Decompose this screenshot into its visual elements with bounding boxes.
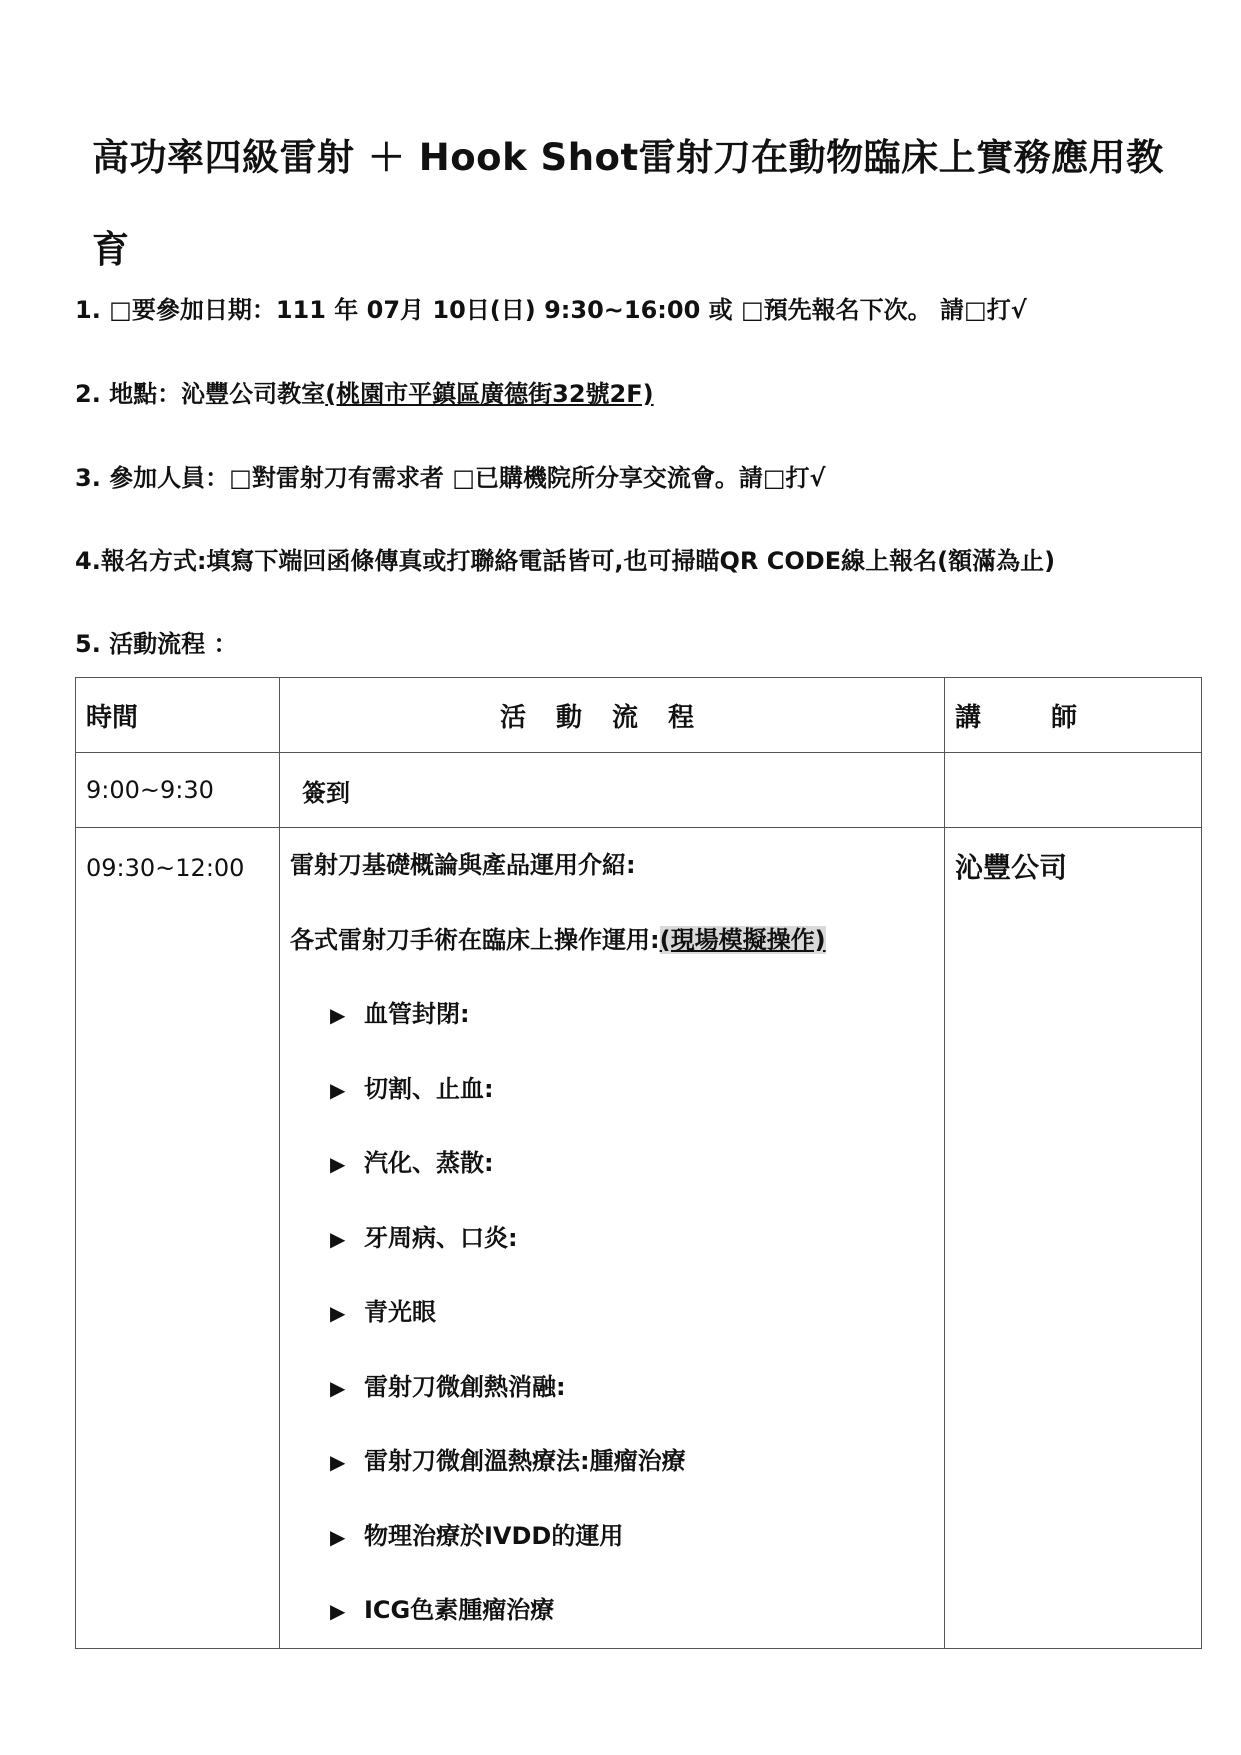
location-label: 2. 地點：沁豐公司教室 [75, 380, 326, 408]
table-header-row [76, 678, 1202, 753]
list-item-label: 雷射刀微創溫熱療法:腫瘤治療 [364, 1447, 686, 1475]
list-item [290, 1201, 934, 1276]
list-item [290, 1499, 934, 1574]
list-item-label: 汽化、蒸散: [364, 1149, 494, 1177]
list-item-label: 青光眼 [364, 1298, 436, 1326]
list-item [290, 1350, 934, 1425]
list-item [290, 1126, 934, 1201]
row2-teacher: 沁豐公司 [945, 828, 1202, 1649]
triangle-right-icon: ▶ [330, 1226, 346, 1251]
header-teacher: 講師 [945, 678, 1202, 753]
triangle-right-icon: ▶ [330, 1450, 346, 1474]
header-time: 時間 [76, 678, 280, 753]
schedule-table [75, 677, 1202, 1649]
triangle-right-icon: ▶ [330, 1152, 346, 1176]
page-title: 高功率四級雷射 ＋ Hook Shot雷射刀在動物臨床上實務應用教育 [92, 136, 1164, 271]
list-item-label: 物理治療於IVDD的運用 [364, 1521, 624, 1550]
table-row [76, 753, 1202, 828]
row1-content: 簽到 [280, 753, 945, 828]
triangle-right-icon: ▶ [330, 1301, 346, 1325]
triangle-right-icon: ▶ [330, 1599, 346, 1623]
header-content: 活動流程 [280, 678, 945, 753]
item-location [75, 374, 654, 409]
row1-teacher [945, 753, 1202, 828]
list-item-label: 牙周病、口炎: [364, 1223, 518, 1252]
list-item-label: 血管封閉: [364, 1000, 470, 1028]
location-address: (桃園市平鎮區廣德街32號2F) [325, 380, 654, 408]
list-item [290, 1052, 934, 1127]
triangle-right-icon: ▶ [330, 1524, 346, 1549]
list-item-label: ICG色素腫瘤治療 [364, 1596, 555, 1624]
table-row [76, 828, 1202, 1649]
row2-line1: 雷射刀基礎概論與產品運用介紹: [290, 851, 636, 879]
row2-line2: 各式雷射刀手術在臨床上操作運用:(現場模擬操作) [290, 925, 826, 954]
item-schedule-heading: 5. 活動流程 ： [75, 630, 238, 658]
bullet-list [290, 977, 934, 1648]
item-date: 1. □要參加日期：111 年 07月 10日(日) 9:30~16:00 或 □預先報名下次。 請□打√ [75, 296, 1027, 324]
item-participants: 3. 參加人員：□對雷射刀有需求者 □已購機院所分享交流會。請□打√ [75, 464, 826, 492]
triangle-right-icon: ▶ [330, 1375, 346, 1400]
demo-highlight: (現場模擬操作) [659, 925, 826, 954]
row2-time: 09:30~12:00 [76, 828, 280, 1649]
list-item-label: 雷射刀微創熱消融: [364, 1372, 566, 1401]
list-item-label: 切割、止血: [364, 1074, 494, 1103]
list-item [290, 977, 934, 1052]
item-registration: 4.報名方式:填寫下端回函條傳真或打聯絡電話皆可,也可掃瞄QR CODE線上報名(額滿為止) [75, 547, 1056, 575]
triangle-right-icon: ▶ [330, 1003, 346, 1027]
list-item [290, 1424, 934, 1499]
list-item [290, 1275, 934, 1350]
row1-time: 9:00~9:30 [76, 753, 280, 828]
list-item [290, 1573, 934, 1648]
triangle-right-icon: ▶ [330, 1077, 346, 1102]
row2-content [280, 828, 945, 1649]
